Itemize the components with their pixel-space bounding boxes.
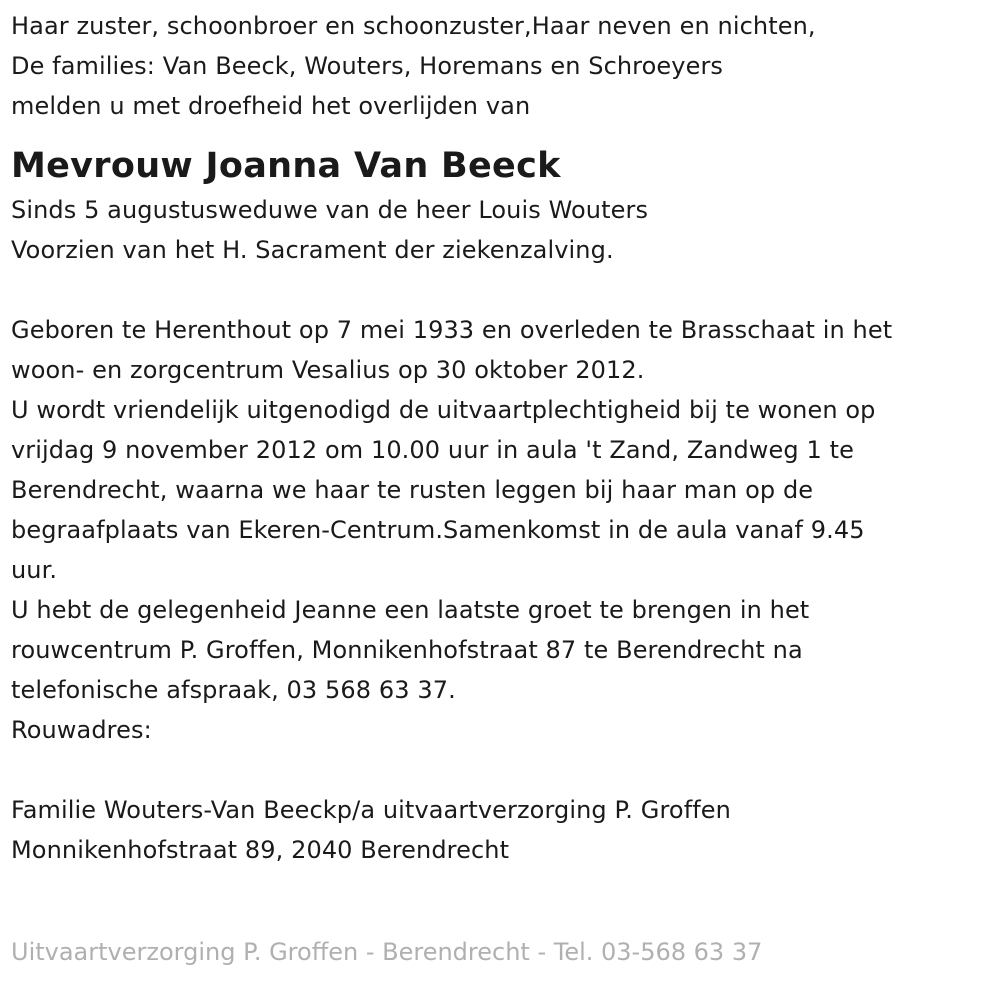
intro-section	[11, 6, 986, 126]
body-line: U hebt de gelegenheid Jeanne een laatste groet te brengen in het	[11, 596, 810, 624]
deceased-details	[11, 190, 986, 270]
address-line: Monnikenhofstraat 89, 2040 Berendrecht	[11, 836, 510, 864]
spacer	[11, 750, 986, 790]
body-line: begraafplaats van Ekeren-Centrum.Samenkomst in de aula vanaf 9.45	[11, 516, 865, 544]
body-line: U wordt vriendelijk uitgenodigd de uitvaartplechtigheid bij te wonen op	[11, 396, 876, 424]
body-line: Geboren te Herenthout op 7 mei 1933 en overleden te Brasschaat in het	[11, 316, 893, 344]
address-line: Familie Wouters-Van Beeckp/a uitvaartverzorging P. Groffen	[11, 796, 731, 824]
body-line: vrijdag 9 november 2012 om 10.00 uur in aula 't Zand, Zandweg 1 te	[11, 436, 854, 464]
detail-line: Sinds 5 augustusweduwe van de heer Louis Wouters	[11, 196, 649, 224]
body-section	[11, 310, 986, 750]
body-line: telefonische afspraak, 03 568 63 37.	[11, 676, 456, 704]
intro-line: Haar zuster, schoonbroer en schoonzuster,Haar neven en nichten,	[11, 12, 816, 40]
funeral-home-footer: Uitvaartverzorging P. Groffen - Berendrecht - Tel. 03-568 63 37	[11, 938, 763, 966]
obituary-notice	[11, 6, 986, 870]
body-line: Berendrecht, waarna we haar te rusten leggen bij haar man op de	[11, 476, 814, 504]
address-section	[11, 790, 986, 870]
intro-line: melden u met droefheid het overlijden van	[11, 92, 531, 120]
spacer	[11, 270, 986, 310]
deceased-name: Mevrouw Joanna Van Beeck	[11, 146, 561, 186]
detail-line: Voorzien van het H. Sacrament der ziekenzalving.	[11, 236, 614, 264]
body-line: woon- en zorgcentrum Vesalius op 30 oktober 2012.	[11, 356, 645, 384]
mourning-address-label: Rouwadres:	[11, 716, 152, 744]
body-line: uur.	[11, 556, 58, 584]
intro-line: De families: Van Beeck, Wouters, Horemans en Schroeyers	[11, 52, 724, 80]
body-line: rouwcentrum P. Groffen, Monnikenhofstraat 87 te Berendrecht na	[11, 636, 803, 664]
